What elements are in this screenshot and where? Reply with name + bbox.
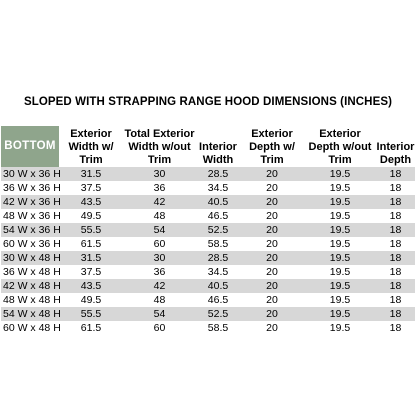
cell-exterior-depth-no-trim: 19.5 (329, 280, 351, 292)
table-row (1, 251, 415, 265)
cell-interior-width: 52.5 (207, 308, 229, 320)
cell-exterior-depth-no-trim: 19.5 (329, 168, 351, 180)
cell-interior-depth: 18 (389, 210, 402, 222)
cell-exterior-depth-trim: 20 (266, 182, 278, 194)
table-row (1, 307, 415, 321)
cell-interior-width: 40.5 (207, 280, 229, 292)
cell-interior-width: 28.5 (207, 168, 229, 180)
table-row (1, 237, 415, 251)
header-bottom: BOTTOM (1, 126, 59, 167)
cell-total-exterior-width: 36 (153, 182, 166, 194)
cell-size: 60 W x 36 H (3, 238, 61, 250)
cell-exterior-depth-no-trim: 19.5 (329, 294, 351, 306)
cell-exterior-depth-no-trim: 19.5 (329, 238, 351, 250)
cell-total-exterior-width: 36 (153, 266, 166, 278)
cell-exterior-depth-trim: 20 (266, 196, 278, 208)
cell-total-exterior-width: 42 (153, 196, 166, 208)
cell-interior-depth: 18 (389, 294, 402, 306)
cell-interior-depth: 18 (389, 182, 402, 194)
cell-exterior-depth-trim: 20 (266, 294, 278, 306)
cell-size: 36 W x 36 H (3, 182, 61, 194)
cell-exterior-depth-trim: 20 (266, 308, 278, 320)
cell-size: 60 W x 48 H (3, 322, 61, 334)
header-exterior-depth-no-trim: Exterior Depth w/out Trim (308, 128, 372, 166)
cell-exterior-depth-trim: 20 (266, 210, 278, 222)
cell-interior-width: 46.5 (207, 294, 229, 306)
table-row (1, 265, 415, 279)
cell-exterior-depth-trim: 20 (266, 224, 278, 236)
cell-exterior-depth-no-trim: 19.5 (329, 266, 351, 278)
cell-size: 54 W x 36 H (3, 224, 61, 236)
table-row (1, 321, 415, 335)
cell-exterior-width-trim: 37.5 (80, 266, 102, 278)
cell-exterior-depth-no-trim: 19.5 (329, 196, 351, 208)
table-body (1, 167, 415, 335)
cell-interior-depth: 18 (389, 196, 402, 208)
cell-interior-depth: 18 (389, 266, 402, 278)
cell-exterior-width-trim: 37.5 (80, 182, 102, 194)
cell-size: 48 W x 48 H (3, 294, 61, 306)
cell-exterior-depth-trim: 20 (266, 252, 278, 264)
cell-exterior-width-trim: 43.5 (80, 196, 102, 208)
cell-interior-depth: 18 (389, 252, 402, 264)
table-row (1, 195, 415, 209)
cell-size: 36 W x 48 H (3, 266, 61, 278)
cell-interior-width: 52.5 (207, 224, 229, 236)
dimensions-table (1, 126, 415, 335)
header-total-exterior-width: Total Exterior Width w/out Trim (124, 128, 195, 166)
cell-interior-width: 58.5 (207, 238, 229, 250)
cell-total-exterior-width: 42 (153, 280, 166, 292)
cell-interior-depth: 18 (389, 308, 402, 320)
cell-size: 48 W x 36 H (3, 210, 61, 222)
cell-interior-width: 28.5 (207, 252, 229, 264)
cell-interior-depth: 18 (389, 322, 402, 334)
cell-total-exterior-width: 48 (153, 210, 166, 222)
cell-interior-width: 34.5 (207, 266, 229, 278)
cell-total-exterior-width: 30 (153, 168, 166, 180)
cell-exterior-width-trim: 49.5 (80, 294, 102, 306)
cell-exterior-depth-trim: 20 (266, 238, 278, 250)
header-interior-depth: Interior Depth (376, 141, 415, 166)
cell-exterior-depth-trim: 20 (266, 322, 278, 334)
cell-size: 42 W x 48 H (3, 280, 61, 292)
cell-total-exterior-width: 30 (153, 252, 166, 264)
cell-exterior-depth-trim: 20 (266, 266, 278, 278)
cell-exterior-depth-no-trim: 19.5 (329, 308, 351, 320)
cell-exterior-depth-no-trim: 19.5 (329, 322, 351, 334)
table-row (1, 209, 415, 223)
cell-exterior-width-trim: 49.5 (80, 210, 102, 222)
table-row (1, 167, 415, 181)
cell-exterior-width-trim: 61.5 (80, 238, 102, 250)
header-row (1, 126, 415, 167)
cell-exterior-depth-no-trim: 19.5 (329, 224, 351, 236)
cell-size: 30 W x 48 H (3, 252, 61, 264)
cell-total-exterior-width: 60 (153, 238, 166, 250)
cell-exterior-width-trim: 31.5 (80, 168, 102, 180)
cell-interior-width: 46.5 (207, 210, 229, 222)
cell-exterior-width-trim: 55.5 (80, 224, 102, 236)
cell-exterior-depth-no-trim: 19.5 (329, 210, 351, 222)
page-title: SLOPED WITH STRAPPING RANGE HOOD DIMENSIONS (INCHES) (23, 96, 393, 108)
cell-size: 54 W x 48 H (3, 308, 61, 320)
cell-interior-depth: 18 (389, 224, 402, 236)
cell-exterior-depth-no-trim: 19.5 (329, 252, 351, 264)
cell-exterior-depth-no-trim: 19.5 (329, 182, 351, 194)
cell-interior-depth: 18 (389, 168, 402, 180)
table-row (1, 279, 415, 293)
cell-exterior-width-trim: 55.5 (80, 308, 102, 320)
cell-interior-depth: 18 (389, 280, 402, 292)
table-row (1, 181, 415, 195)
header-exterior-width-trim: Exterior Width w/ Trim (68, 128, 114, 166)
cell-interior-width: 40.5 (207, 196, 229, 208)
table-row (1, 293, 415, 307)
cell-total-exterior-width: 48 (153, 294, 166, 306)
cell-interior-depth: 18 (389, 238, 402, 250)
cell-exterior-depth-trim: 20 (266, 168, 278, 180)
cell-total-exterior-width: 54 (153, 308, 166, 320)
cell-size: 42 W x 36 H (3, 196, 61, 208)
cell-size: 30 W x 36 H (3, 168, 61, 180)
cell-exterior-width-trim: 31.5 (80, 252, 102, 264)
cell-exterior-depth-trim: 20 (266, 280, 278, 292)
cell-interior-width: 58.5 (207, 322, 229, 334)
cell-total-exterior-width: 54 (153, 224, 166, 236)
cell-exterior-width-trim: 61.5 (80, 322, 102, 334)
header-interior-width: Interior Width (199, 141, 237, 166)
header-exterior-depth-trim: Exterior Depth w/ Trim (249, 128, 295, 166)
table-row (1, 223, 415, 237)
cell-total-exterior-width: 60 (153, 322, 166, 334)
cell-exterior-width-trim: 43.5 (80, 280, 102, 292)
cell-interior-width: 34.5 (207, 182, 229, 194)
